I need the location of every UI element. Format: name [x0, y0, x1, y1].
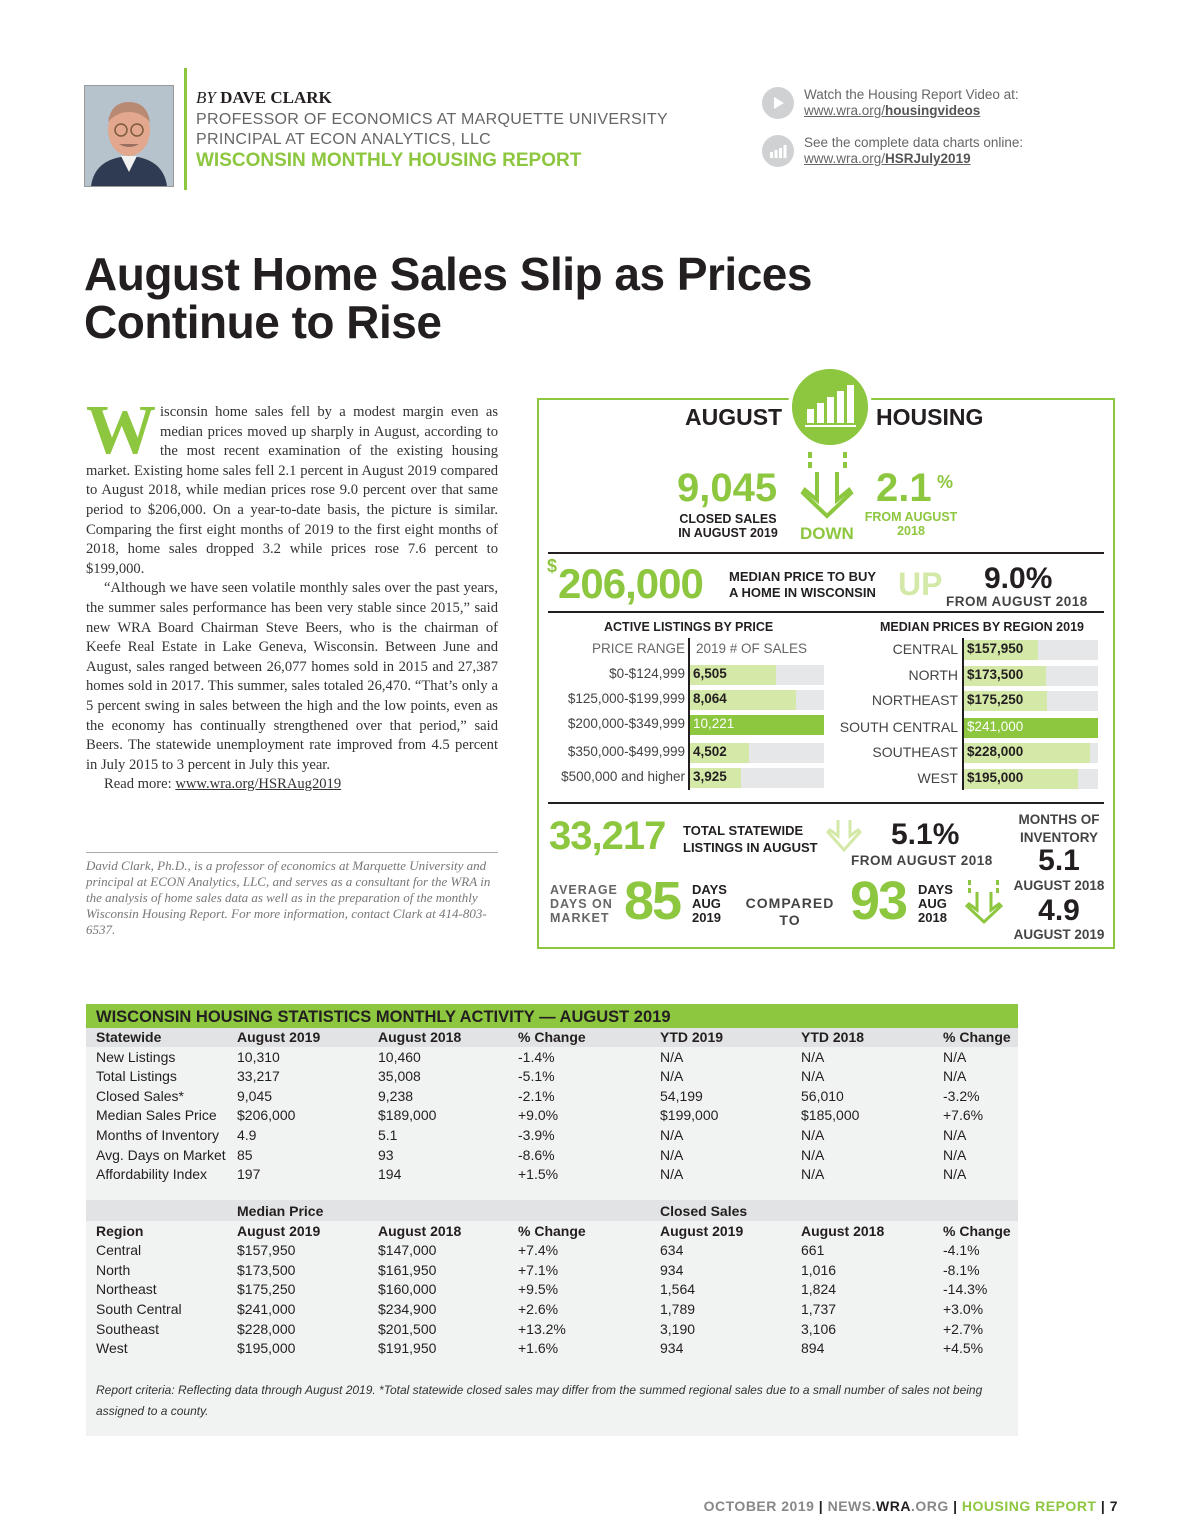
region-column-header: August 2018: [801, 1222, 885, 1239]
region-cell: 1,016: [801, 1261, 837, 1278]
dom-label-2: DAYS ON: [550, 897, 613, 911]
stats-column-header: YTD 2018: [801, 1029, 865, 1045]
stats-cell: N/A: [943, 1068, 967, 1085]
region-cell: $241,000: [237, 1300, 296, 1317]
region-bar-value: $195,000: [967, 770, 1024, 785]
moi-label-1: MONTHS OF: [1018, 812, 1100, 827]
stats-cell: N/A: [801, 1146, 825, 1163]
footer-section: HOUSING REPORT: [961, 1498, 1097, 1514]
compared-label: [744, 895, 836, 929]
region-label: SOUTHEAST: [872, 744, 958, 760]
stats-cell: 197: [237, 1166, 261, 1183]
listing-bar-value: 10,221: [693, 716, 735, 731]
region-bar-value: $157,950: [967, 641, 1024, 656]
region-group-header: [378, 1202, 461, 1222]
stats-cell: N/A: [943, 1146, 967, 1163]
region-column: [801, 1202, 884, 1359]
stats-cell: +7.6%: [943, 1107, 984, 1124]
dom-2019-days: DAYS: [692, 882, 727, 897]
listing-range-label: $500,000 and higher: [561, 769, 685, 784]
up-label: UP: [898, 566, 943, 602]
author-name: DAVE CLARK: [220, 88, 332, 107]
author-titles: [196, 110, 668, 150]
report-name: WISCONSIN MONTHLY HOUSING REPORT: [196, 150, 582, 171]
play-icon: [762, 87, 794, 119]
region-cell: $161,950: [378, 1261, 437, 1278]
region-cell: +2.7%: [943, 1320, 984, 1337]
divider-3: [548, 802, 1104, 804]
stats-cell: 85: [237, 1146, 253, 1163]
stats-cell: 9,045: [237, 1087, 273, 1104]
region-column: [378, 1202, 461, 1359]
stats-column: [518, 1028, 586, 1185]
listing-bar: [690, 665, 824, 685]
regions-title: MEDIAN PRICES BY REGION 2019: [880, 620, 1084, 634]
dom-label-1: AVERAGE: [550, 883, 618, 897]
region-cell: $234,900: [378, 1300, 437, 1317]
stats-cell: N/A: [943, 1126, 967, 1143]
compared-label-1: COMPARED: [745, 895, 835, 911]
footer-site-pre: NEWS.: [827, 1498, 876, 1514]
stats-cell: Total Listings: [96, 1068, 177, 1085]
dom-2018-year: 2018: [918, 910, 947, 925]
footer-page: 7: [1109, 1498, 1118, 1514]
byline-by: BY: [196, 88, 216, 107]
stats-cell: -3.9%: [518, 1126, 555, 1143]
stats-cell: 10,460: [378, 1048, 421, 1065]
down-arrow-icon: [795, 450, 865, 520]
read-more-link[interactable]: www.wra.org/HSRAug2019: [175, 776, 342, 793]
stats-cell: N/A: [943, 1166, 967, 1183]
stats-cell: -2.1%: [518, 1087, 555, 1104]
listing-bar-value: 6,505: [693, 666, 727, 681]
sales-count-header: 2019 # OF SALES: [696, 641, 808, 656]
region-bar: [964, 769, 1098, 789]
moi-label: [1000, 811, 1118, 847]
stats-cell: 10,310: [237, 1048, 280, 1065]
stats-cell: 93: [378, 1146, 394, 1163]
stats-column-header: August 2018: [378, 1029, 462, 1045]
region-label: CENTRAL: [892, 641, 958, 657]
region-bar-value: $241,000: [967, 719, 1024, 734]
region-bar: [964, 691, 1098, 711]
stats-cell: $206,000: [237, 1107, 296, 1124]
dom-2019-label: [692, 883, 727, 925]
stats-cell: +1.5%: [518, 1166, 559, 1183]
footer-date: OCTOBER 2019: [703, 1498, 815, 1514]
charts-link-row: [762, 135, 1062, 167]
stats-cell: 54,199: [660, 1087, 703, 1104]
video-link-pre: www.wra.org/: [804, 103, 886, 118]
closed-sales-value: 9,045: [677, 466, 778, 510]
stats-cell: Avg. Days on Market: [96, 1146, 226, 1163]
region-cell: +3.0%: [943, 1300, 984, 1317]
video-link-label: Watch the Housing Report Video at:: [804, 87, 1019, 102]
stats-cell: Affordability Index: [96, 1166, 208, 1183]
header-links: [762, 87, 1062, 183]
page-footer: [704, 1498, 1118, 1514]
housing-statistics-table: [86, 1004, 1018, 1436]
region-group-header: [801, 1202, 884, 1222]
region-column-header: August 2018: [378, 1222, 462, 1239]
region-cell: 1,737: [801, 1300, 837, 1317]
region-column-header: % Change: [943, 1222, 1011, 1239]
stats-cell: New Listings: [96, 1048, 176, 1065]
region-cell: $160,000: [378, 1281, 437, 1298]
median-price-label: [729, 569, 876, 601]
listing-bar: [690, 715, 824, 735]
charts-link-pre: www.wra.org/: [804, 151, 886, 166]
sales-from-label-1: FROM AUGUST: [864, 510, 958, 524]
moi-label-2: INVENTORY: [1019, 830, 1098, 845]
stats-cell: 35,008: [378, 1068, 421, 1085]
region-cell: $173,500: [237, 1261, 296, 1278]
listing-range-label: $200,000-$349,999: [567, 716, 685, 731]
region-cell: 634: [660, 1242, 684, 1259]
stats-column-header: % Change: [943, 1029, 1011, 1045]
video-link[interactable]: [804, 103, 980, 118]
charts-link[interactable]: [804, 151, 971, 166]
region-label: SOUTH CENTRAL: [839, 719, 958, 735]
moi-2018-label: AUGUST 2018: [1013, 878, 1105, 893]
video-link-row: [762, 87, 1062, 119]
stats-column-header: % Change: [518, 1029, 586, 1045]
listing-range-label: $125,000-$199,999: [567, 691, 685, 706]
stats-cell: 56,010: [801, 1087, 844, 1104]
region-cell: -4.1%: [943, 1242, 980, 1259]
stats-cell: N/A: [943, 1048, 967, 1065]
region-cell: 3,106: [801, 1320, 837, 1337]
region-group-header: [518, 1202, 586, 1222]
stats-cell: 33,217: [237, 1068, 280, 1085]
region-column: [237, 1202, 323, 1359]
stats-column-header: YTD 2019: [660, 1029, 724, 1045]
region-column: [660, 1202, 747, 1359]
region-bar: [964, 666, 1098, 686]
region-cell: $201,500: [378, 1320, 437, 1337]
listing-range-label: $0-$124,999: [609, 666, 685, 681]
moi-2019-value: 4.9: [1038, 894, 1080, 927]
stats-cell: N/A: [801, 1068, 825, 1085]
moi-2018-value: 5.1: [1038, 844, 1080, 877]
region-cell: 3,190: [660, 1320, 696, 1337]
stats-column: [801, 1028, 864, 1185]
region-group-header: [943, 1202, 1011, 1222]
region-cell: $147,000: [378, 1242, 437, 1259]
down-arrow-icon: [962, 878, 1006, 926]
stats-cell: N/A: [660, 1048, 684, 1065]
region-bar: [964, 743, 1098, 763]
region-cell: $195,000: [237, 1340, 296, 1357]
listings-change-value: 5.1%: [891, 818, 960, 851]
region-label: NORTHEAST: [871, 692, 958, 708]
region-column: [518, 1202, 586, 1359]
infographic-title-right: HOUSING: [876, 404, 984, 430]
region-cell: Northeast: [96, 1281, 157, 1298]
article-paragraph-1-text: isconsin home sales fell by a modest margin even as median prices moved up sharply in August, according to the most recent examination of the existing housing market. Existing home sales fell 2.1 percent in August 2019 compared to August 2018, while median prices rose 9.0 percent over that same period to $206,000. On a year-to-date basis, the picture is similar. Comparing the first eight months of 2019 to the first eight months of 2018, home sales dropped 3.2 while prices rose 7.6 percent to $199,000.: [86, 404, 498, 577]
stats-cell: -1.4%: [518, 1048, 555, 1065]
closed-sales-label-2: IN AUGUST 2019: [678, 526, 778, 540]
price-range-header: PRICE RANGE: [592, 641, 686, 656]
footer-site: [828, 1498, 949, 1514]
region-cell: 1,824: [801, 1281, 837, 1298]
down-arrow-icon: [824, 818, 864, 854]
divider-1: [548, 552, 1104, 554]
region-column-header: August 2019: [237, 1222, 321, 1239]
region-column: [943, 1202, 1011, 1359]
stats-title: WISCONSIN HOUSING STATISTICS MONTHLY ACTIVITY — AUGUST 2019: [86, 1004, 1018, 1028]
stats-cell: Closed Sales*: [96, 1087, 184, 1104]
author-note: David Clark, Ph.D., is a professor of economics at Marquette University and principal at ECON Analytics, LLC, and serves as a consultant for the WRA in the analysis of home sales data as well as in the preparation of the monthly Wisconsin Housing Report. For more information, contact Clark at 414-803-6537.: [86, 852, 498, 938]
stats-cell: +9.0%: [518, 1107, 559, 1124]
region-cell: South Central: [96, 1300, 182, 1317]
stats-cell: N/A: [801, 1126, 825, 1143]
headline-line-1: August Home Sales Slip as Prices: [84, 248, 812, 300]
region-cell: -8.1%: [943, 1261, 980, 1278]
listing-bar-value: 4,502: [693, 744, 727, 759]
sales-from-label-2: 2018: [897, 524, 925, 538]
footer-site-post: .ORG: [910, 1498, 949, 1514]
stats-cell: Months of Inventory: [96, 1126, 219, 1143]
listing-bar: [690, 743, 824, 763]
stats-column: [378, 1028, 461, 1185]
bar-chart-icon: [792, 369, 868, 445]
infographic-title-left: AUGUST: [685, 404, 783, 430]
compared-label-2: TO: [779, 912, 801, 928]
listing-bar-value: 8,064: [693, 691, 727, 706]
region-cell: $228,000: [237, 1320, 296, 1337]
charts-link-label: See the complete data charts online:: [804, 135, 1024, 150]
author-portrait-icon: [85, 86, 173, 186]
region-cell: 934: [660, 1261, 684, 1278]
stats-column-header: Statewide: [96, 1029, 162, 1045]
stats-cell: N/A: [801, 1048, 825, 1065]
listings-from-label: FROM AUGUST 2018: [851, 853, 993, 868]
listing-bar: [690, 690, 824, 710]
stats-cell: $199,000: [660, 1107, 719, 1124]
stats-cell: N/A: [660, 1146, 684, 1163]
median-price-label-2: A HOME IN WISCONSIN: [729, 585, 876, 600]
region-bar-value: $228,000: [967, 744, 1024, 759]
total-listings-label-1: TOTAL STATEWIDE: [683, 823, 804, 838]
region-cell: 894: [801, 1340, 825, 1357]
video-link-bold: housingvideos: [885, 103, 981, 118]
down-arrows: [795, 450, 865, 525]
dom-down-arrow: [962, 878, 1006, 931]
report-criteria: Report criteria: Reflecting data through August 2019. *Total statewide closed sales may differ from the summed regional sales due to a small number of sales not being assigned to a county.: [96, 1383, 983, 1418]
region-cell: Southeast: [96, 1320, 160, 1337]
region-label: WEST: [917, 770, 958, 786]
dom-label: [550, 883, 618, 925]
stats-column: [943, 1028, 1011, 1185]
moi-2019-label: AUGUST 2019: [1013, 927, 1105, 942]
stats-cell: -8.6%: [518, 1146, 555, 1163]
dom-2019-aug: AUG: [692, 896, 721, 911]
dom-2019-year: 2019: [692, 910, 721, 925]
stats-cell: N/A: [660, 1068, 684, 1085]
stats-cell: -5.1%: [518, 1068, 555, 1085]
region-cell: 934: [660, 1340, 684, 1357]
article-paragraph-2: “Although we have seen volatile monthly sales over the past years, the summer sales performance has been very stable since 2015,” said new WRA Board Chairman Steve Beers, who is the chairman of Keefe Real Estate in Lake Geneva, Wisconsin. Between June and August, sales ranged between 26,077 homes sold in 2015 and 27,387 homes sold in 2017. This summer, sales totaled 26,470. “That’s only a 5 percent swing in sales between the high and the low points, even as the economy has continually strengthened over that period,” said Beers. The statewide unemployment rate improved from 4.5 percent in July 2015 to 3 percent in July this year.: [86, 580, 498, 773]
region-group-header: [96, 1202, 182, 1222]
charts-link-bold: HSRJuly2019: [885, 151, 971, 166]
region-bar: [964, 718, 1098, 738]
stats-column: [237, 1028, 320, 1185]
infographic-badge: [788, 365, 872, 449]
headline: [84, 250, 984, 346]
stats-column-header: August 2019: [237, 1029, 321, 1045]
region-cell: 1,564: [660, 1281, 696, 1298]
closed-sales-label-1: CLOSED SALES: [679, 512, 777, 526]
listing-bar-value: 3,925: [693, 769, 727, 784]
region-cell: $157,950: [237, 1242, 296, 1259]
region-cell: +13.2%: [518, 1320, 566, 1337]
sales-change-pct: %: [937, 472, 954, 492]
footer-sep-3: |: [1100, 1498, 1106, 1514]
stats-cell: $185,000: [801, 1107, 860, 1124]
total-listings-label: [683, 822, 818, 856]
listings-title: ACTIVE LISTINGS BY PRICE: [604, 620, 774, 634]
footer-sep-2: |: [953, 1498, 958, 1514]
region-cell: 661: [801, 1242, 825, 1259]
region-cell: Central: [96, 1242, 142, 1259]
read-more: [86, 775, 498, 795]
read-more-label: Read more:: [104, 776, 172, 793]
article-body: [86, 392, 498, 795]
region-cell: +2.6%: [518, 1300, 559, 1317]
bar-chart-icon: [762, 135, 794, 167]
author-title-2: PRINCIPAL AT ECON ANALYTICS, LLC: [196, 131, 492, 148]
author-title-1: PROFESSOR OF ECONOMICS AT MARQUETTE UNIVERSITY: [196, 111, 668, 128]
listing-range-label: $350,000-$499,999: [567, 744, 685, 759]
stats-column: [96, 1028, 226, 1185]
listing-bar: [690, 768, 824, 788]
region-group-header: Median Price: [237, 1203, 324, 1219]
sales-from-label: [856, 510, 966, 538]
region-bar-value: $173,500: [967, 667, 1024, 682]
footer-sep-1: |: [818, 1498, 824, 1514]
region-cell: +4.5%: [943, 1340, 984, 1357]
down-label: DOWN: [800, 524, 854, 543]
regions-axis: [962, 638, 964, 790]
stats-column: [660, 1028, 723, 1185]
stats-cell: 9,238: [378, 1087, 414, 1104]
divider-2: [548, 611, 1104, 613]
region-cell: +7.1%: [518, 1261, 559, 1278]
headline-line-2: Continue to Rise: [84, 296, 442, 348]
closed-sales-label: [668, 512, 788, 540]
region-bar-value: $175,250: [967, 692, 1024, 707]
stats-cell: N/A: [660, 1126, 684, 1143]
region-column-header: August 2019: [660, 1222, 744, 1239]
header-divider: [184, 68, 187, 190]
region-cell: +9.5%: [518, 1281, 559, 1298]
median-price-value: 206,000: [558, 560, 703, 607]
total-listings-value: 33,217: [549, 814, 666, 858]
region-cell: -14.3%: [943, 1281, 988, 1298]
stats-cell: N/A: [660, 1166, 684, 1183]
region-cell: 1,789: [660, 1300, 696, 1317]
dom-2018-value: 93: [850, 871, 907, 931]
stats-cell: -3.2%: [943, 1087, 980, 1104]
article-paragraph-1: [86, 392, 498, 579]
stats-cell: Median Sales Price: [96, 1107, 217, 1124]
median-price-label-1: MEDIAN PRICE TO BUY: [729, 569, 877, 584]
total-listings-label-2: LISTINGS IN AUGUST: [683, 840, 818, 855]
region-cell: +7.4%: [518, 1242, 559, 1259]
dom-label-3: MARKET: [550, 911, 610, 925]
dollar-sign: $: [547, 556, 558, 576]
price-from-label: FROM AUGUST 2018: [946, 594, 1088, 609]
byline: [196, 88, 332, 108]
dom-2018-days: DAYS: [918, 882, 953, 897]
stats-cell: 5.1: [378, 1126, 398, 1143]
region-cell: +1.6%: [518, 1340, 559, 1357]
dom-2019-value: 85: [624, 871, 681, 931]
region-label: NORTH: [908, 667, 958, 683]
region-bar: [964, 640, 1098, 660]
stats-cell: N/A: [801, 1166, 825, 1183]
region-column-header: Region: [96, 1222, 144, 1239]
stats-cell: 194: [378, 1166, 402, 1183]
dom-2018-aug: AUG: [918, 896, 947, 911]
author-photo: [84, 85, 174, 187]
price-change-value: 9.0%: [984, 562, 1053, 595]
region-column-header: % Change: [518, 1222, 586, 1239]
region-column: [96, 1202, 182, 1359]
sales-change-value: 2.1: [876, 466, 932, 510]
region-cell: West: [96, 1340, 128, 1357]
stats-cell: $189,000: [378, 1107, 437, 1124]
footer-site-bold: WRA: [876, 1498, 911, 1514]
drop-cap: W: [86, 392, 156, 469]
region-group-header: Closed Sales: [660, 1203, 748, 1219]
region-cell: $191,950: [378, 1340, 437, 1357]
region-cell: North: [96, 1261, 131, 1278]
region-cell: $175,250: [237, 1281, 296, 1298]
dom-2018-label: [918, 883, 953, 925]
stats-cell: 4.9: [237, 1126, 257, 1143]
